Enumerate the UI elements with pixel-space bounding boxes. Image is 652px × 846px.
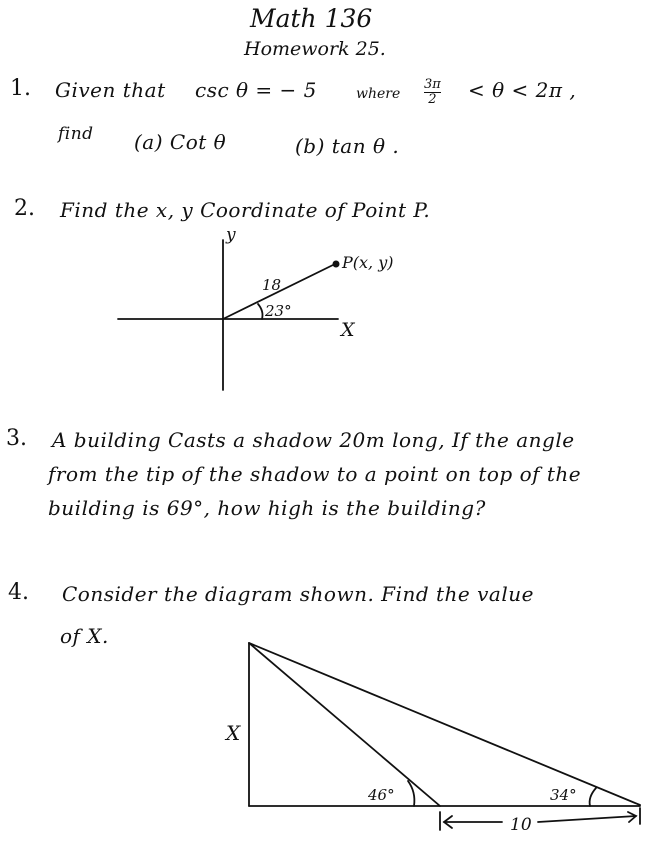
problem-1-find: find <box>58 124 94 144</box>
problem-1-csc: csc θ = − 5 <box>195 78 317 102</box>
angle-arc-23 <box>258 304 263 319</box>
side-x-label: X <box>226 721 241 745</box>
angle-arc-46 <box>408 781 414 806</box>
hypotenuse-outer <box>249 643 640 805</box>
fraction-denominator: 2 <box>428 92 437 107</box>
angle-arc-34 <box>590 788 596 806</box>
problem-4-line-2: of X. <box>60 624 109 648</box>
coordinate-diagram <box>118 225 393 390</box>
problem-3-line-3: building is 69°, how high is the building? <box>48 496 486 520</box>
problem-3-line-1: A building Casts a shadow 20m long, If the angle <box>52 428 575 452</box>
y-axis-label: y <box>226 225 236 245</box>
base-length-label: 10 <box>510 815 532 835</box>
point-p-label: P(x, y) <box>342 253 394 272</box>
point-p-dot <box>333 261 339 267</box>
problem-2-text: Find the x, y Coordinate of Point P. <box>60 198 431 222</box>
problem-1-part-a: (a) Cot θ <box>134 130 227 154</box>
problem-3-number: 3. <box>6 426 27 451</box>
problem-1-where: where <box>356 86 401 102</box>
course-title: Math 136 <box>250 4 373 33</box>
assignment-title: Homework 25. <box>244 38 386 60</box>
problem-4-number: 4. <box>8 580 29 605</box>
problem-1-part-b: (b) tan θ . <box>295 134 400 158</box>
length-label: 18 <box>262 276 282 294</box>
dimension-arrow-right <box>538 816 636 822</box>
problem-2-number: 2. <box>14 196 35 221</box>
fraction-numerator: 3π <box>424 77 441 92</box>
angle-label-46: 46° <box>368 786 395 804</box>
x-axis-label: X <box>341 319 355 341</box>
hypotenuse-inner <box>249 643 440 806</box>
angle-label-23: 23° <box>265 302 292 320</box>
problem-4-line-1: Consider the diagram shown. Find the value <box>62 582 534 606</box>
problem-1-number: 1. <box>10 76 31 101</box>
problem-1-given: Given that <box>55 78 166 102</box>
triangle-diagram <box>224 643 640 835</box>
problem-1-range: < θ < 2π , <box>468 78 577 102</box>
angle-label-34: 34° <box>550 786 577 804</box>
problem-3-line-2: from the tip of the shadow to a point on top of the <box>48 462 582 486</box>
